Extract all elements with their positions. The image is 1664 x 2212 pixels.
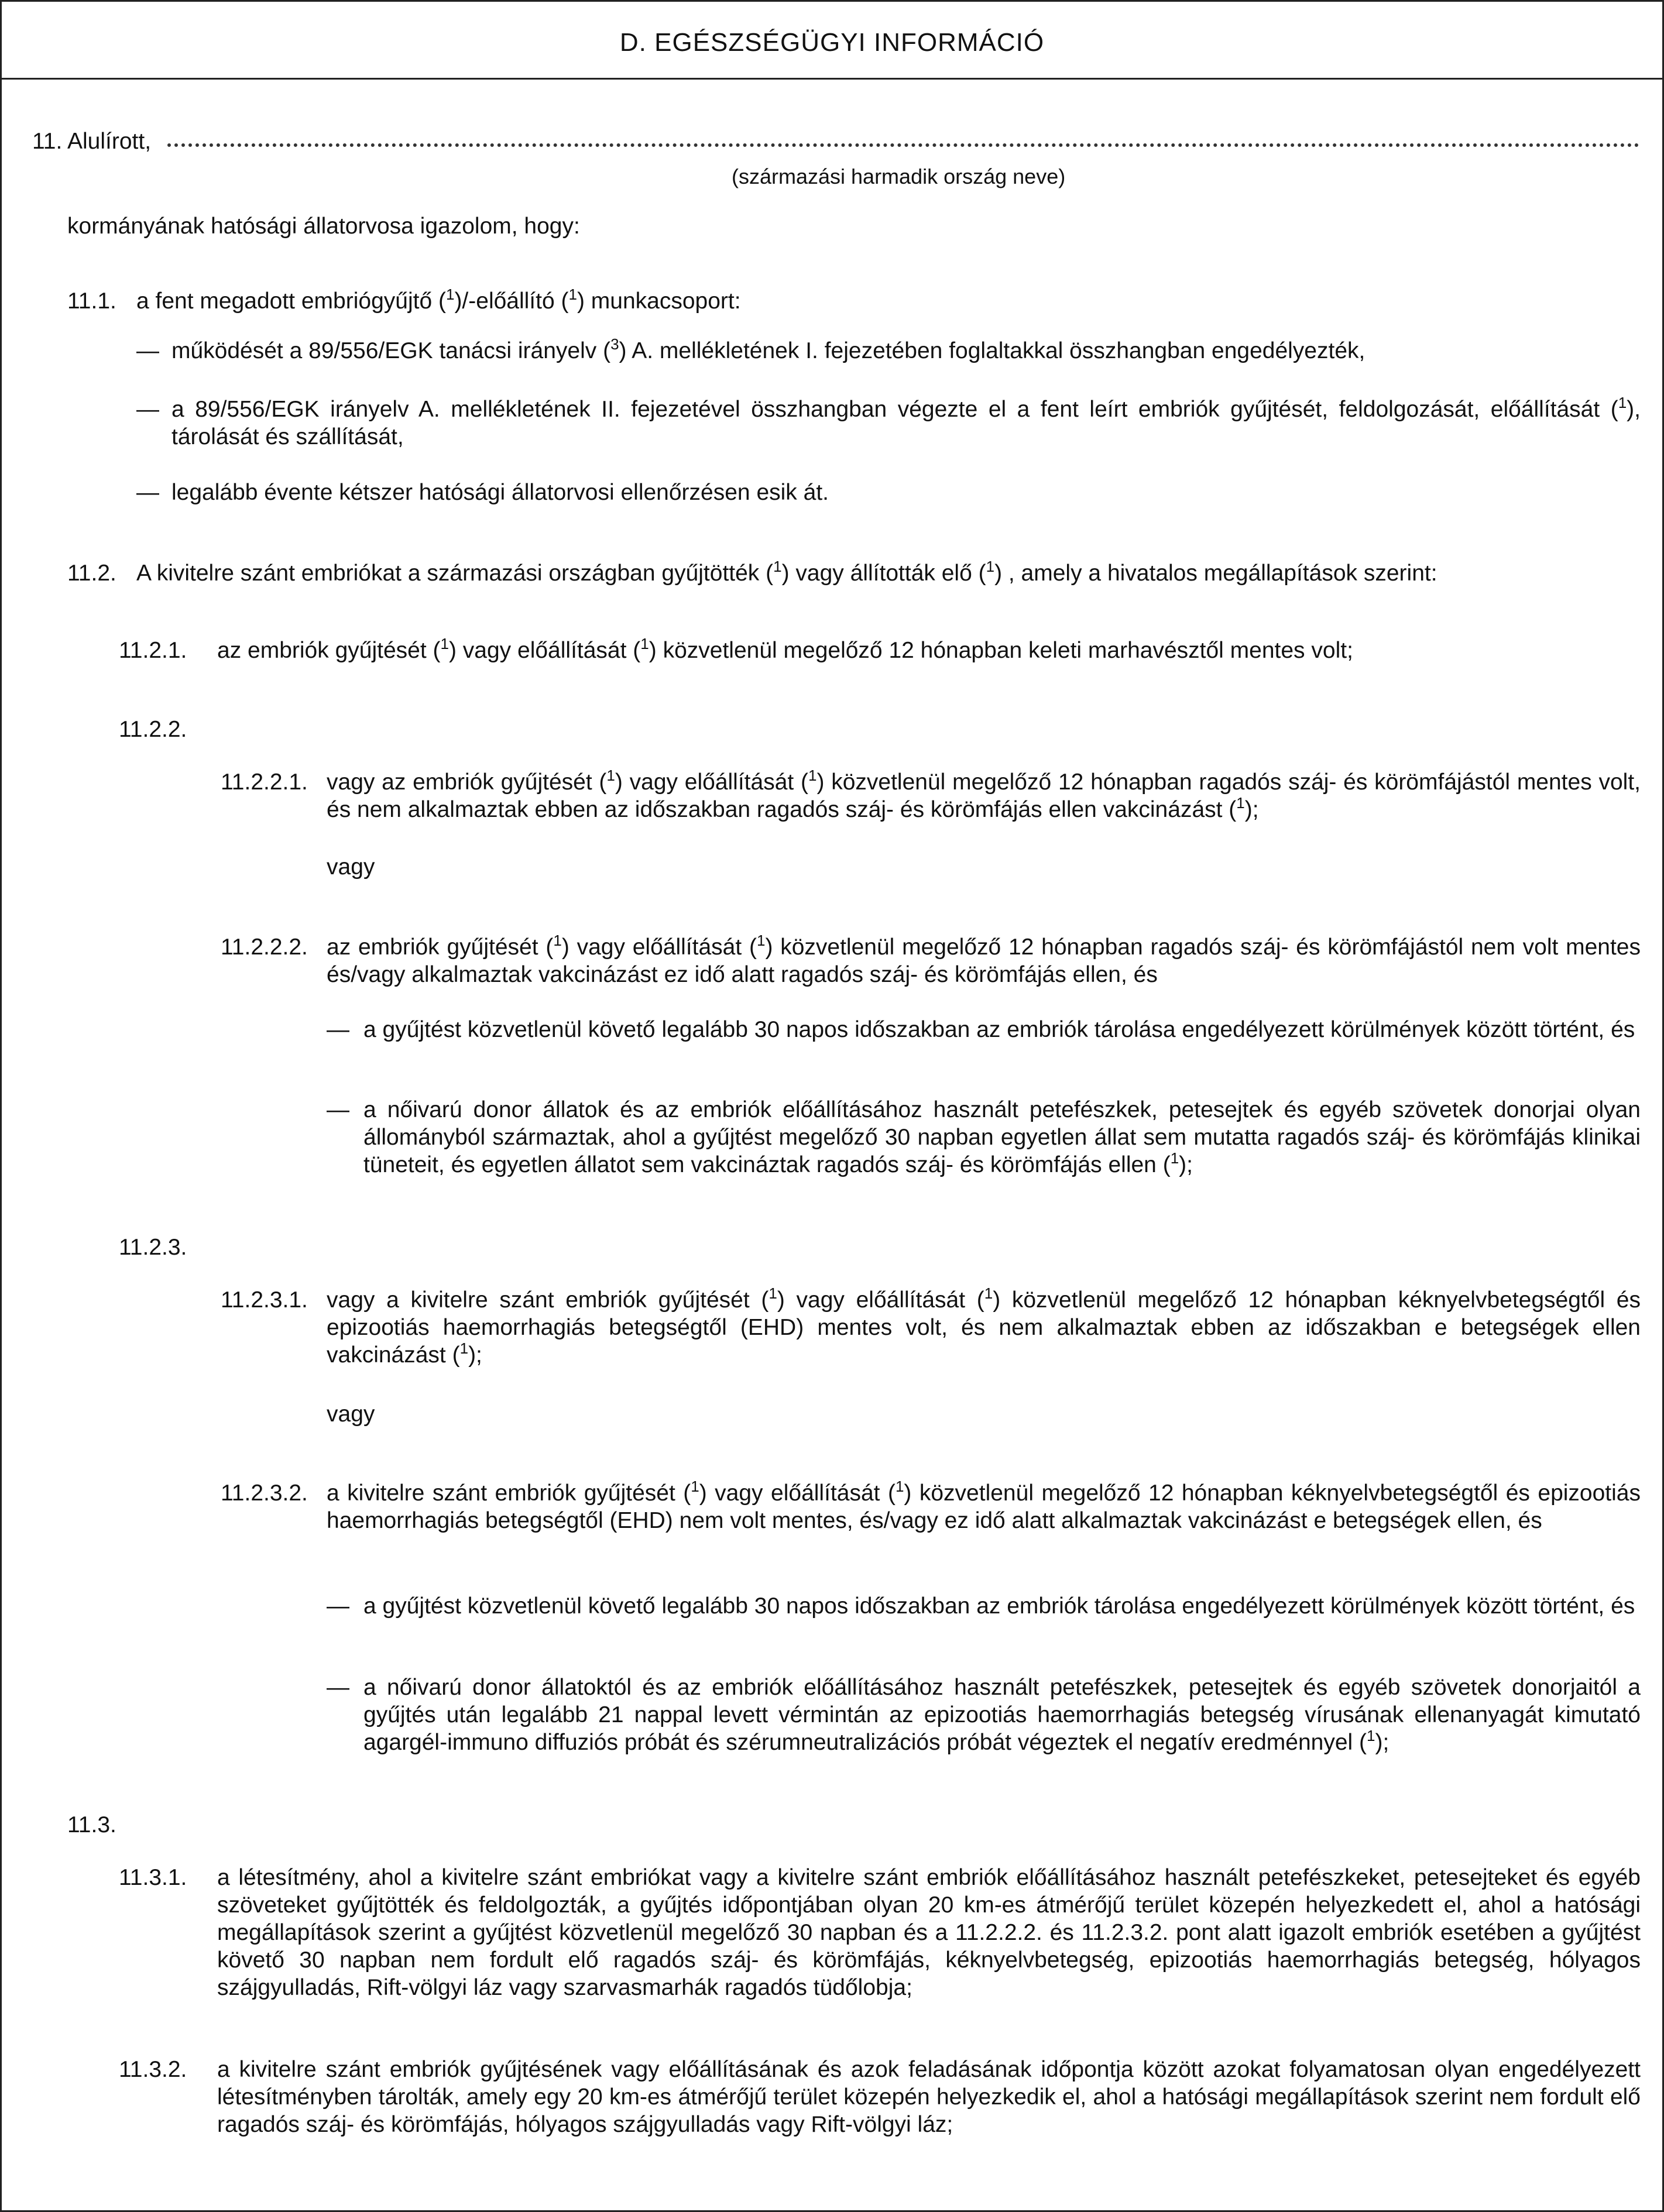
dash-bullet: — [327, 1097, 349, 1122]
item-11-2-2-2-number: 11.2.2.2. [221, 935, 308, 960]
dash-bullet: — [327, 1675, 349, 1700]
footnote-ref: 1 [1236, 794, 1245, 812]
item-11-2-2-1-number: 11.2.2.1. [221, 770, 308, 795]
item-11-3-1-number: 11.3.1. [119, 1865, 187, 1890]
footnote-ref: 1 [756, 932, 766, 949]
footnote-ref: 1 [1170, 1149, 1179, 1167]
item-11-2-3-or: vagy [327, 1402, 375, 1427]
item-11-2-number: 11.2. [67, 561, 116, 586]
dash-bullet: — [136, 397, 159, 422]
item-11-2-2-2-text: az embriók gyűjtését ($^1$) vagy előállítását ($^1$) közvetlenül megelőző 12 hónapban ragadós száj- és körömfájástól nem volt mentes és/vagy alkalmaztak vakcinázást ez idő alatt ragadós száj- és körömfájás ellen, és [327, 932, 1641, 987]
item-11-2-2-1-text: vagy az embriók gyűjtését ($^1$) vagy előállítását ($^1$) közvetlenül megelőző 12 hónapban ragadós száj- és körömfájástól mentes volt, és nem alkalmaztak ebben az időszakban ragadós száj- és körömfájás ellen vakcinázást ($^1$); [327, 767, 1641, 822]
dash-bullet: — [327, 1017, 349, 1042]
item-11-2-3-2-number: 11.2.3.2. [221, 1481, 308, 1506]
footnote-ref: 1 [1367, 1727, 1375, 1744]
footnote-ref: 1 [691, 1478, 699, 1495]
footnote-ref: 1 [773, 558, 782, 575]
country-name-label: (származási harmadik ország neve) [732, 164, 1066, 188]
footnote-ref: 1 [459, 1339, 469, 1357]
footnote-ref: 1 [984, 1284, 993, 1302]
footnote-ref: 1 [808, 767, 817, 784]
footnote-ref: 3 [610, 335, 619, 353]
dash-bullet: — [136, 338, 159, 363]
item-11-3-1-text: a létesítmény, ahol a kivitelre szánt embriókat vagy a kivitelre szánt embriók előállításához használt petefészkeket, petesejteket és egyéb szöveteket gyűjtötték és feldolgozták, a gyűjtés időpontjában olyan 20 km-es átmérőjű terület közepén helyezkedett el, ahol a hatósági megállapítások szerint a gyűjtést közvetlenül megelőző 30 napban és a 11.2.2.2. és 11.2.3.2. pont alatt igazolt embriók esetében a gyűjtést követő 30 napban nem fordult elő ragadós száj- és körömfájás, kéknyelvbetegség, epizootiás haemorrhagiás betegség, hólyagos szájgyulladás, Rift-völgyi láz vagy szarvasmarhák ragadós tüdőlobja; [217, 1865, 1641, 2000]
item-11-lead: Alulírott, [67, 129, 152, 154]
item-11-2-3-1-text: vagy a kivitelre szánt embriók gyűjtését ($^1$) vagy előállítását ($^1$) közvetlenül megelőző 12 hónapban kéknyelvbetegségtől és epizootiás haemorrhagiás betegségtől (EHD) mentes volt, és nem alkalmaztak ebben az időszakban e betegségek ellen vakcinázást ($^1$); [327, 1284, 1641, 1368]
section-header [2, 2, 1662, 80]
footnote-ref: 1 [640, 635, 649, 652]
item-11-1-text: a fent megadott embriógyűjtő ($^1$)/-előállító ($^1$) munkacsoport: [136, 286, 741, 314]
footnote-ref: 1 [440, 635, 449, 652]
item-11-2-2-number: 11.2.2. [119, 717, 187, 742]
item-11-2-3-number: 11.2.3. [119, 1235, 187, 1260]
item-11-2-2-2-bullet-1: a gyűjtést közvetlenül követő legalább 30 napos időszakban az embriók tárolása engedélyezett körülmények között történt, és [363, 1017, 1635, 1042]
dash-bullet: — [327, 1593, 349, 1619]
item-11-3-2-number: 11.3.2. [119, 2057, 187, 2082]
footnote-ref: 1 [986, 558, 995, 575]
footnote-ref: 1 [568, 286, 577, 303]
item-11-2-text: A kivitelre szánt embriókat a származási országban gyűjtötték ($^1$) vagy állították elő ($^1$) , amely a hivatalos megállapítások szerint: [136, 558, 1437, 586]
dash-bullet: — [136, 480, 159, 505]
item-11-2-3-2-text: a kivitelre szánt embriók gyűjtését ($^1$) vagy előállítását ($^1$) közvetlenül megelőző 12 hónapban kéknyelvbetegségtől és epizootiás haemorrhagiás betegségtől (EHD) nem volt mentes, és/vagy ez idő alatt alkalmaztak vakcinázást e betegségek ellen, és [327, 1478, 1641, 1533]
item-11-2-3-2-bullet-1: a gyűjtést közvetlenül követő legalább 30 napos időszakban az embriók tárolása engedélyezett körülmények között történt, és [363, 1593, 1635, 1619]
item-11-2-3-1-number: 11.2.3.1. [221, 1287, 308, 1313]
item-11-3-number: 11.3. [67, 1812, 116, 1837]
item-11-line2: kormányának hatósági állatorvosa igazolom, hogy: [67, 214, 580, 239]
item-11-2-1-number: 11.2.1. [119, 638, 187, 663]
footnote-ref: 1 [768, 1284, 777, 1302]
item-11-2-2-2-bullet-2: a nőivarú donor állatok és az embriók előállításához használt petefészkek, petesejtek és egyéb szövetek donorjai olyan állományból származtak, ahol a gyűjtést megelőző 30 napban egyetlen állat sem mutatta ragadós száj- és körömfájás klinikai tüneteit, és egyetlen állatot sem vakcináztak ragadós száj- és körömfájás ellen ($^1$); [363, 1097, 1641, 1177]
item-11-number: 11. [32, 129, 63, 154]
footnote-ref: 1 [445, 286, 455, 303]
footnote-ref: 1 [1618, 394, 1627, 411]
country-name-field[interactable] [167, 132, 1639, 147]
item-11-1-number: 11.1. [67, 288, 116, 314]
item-11-1-bullet-3: legalább évente kétszer hatósági állatorvosi ellenőrzésen esik át. [171, 480, 829, 505]
footnote-ref: 1 [606, 767, 615, 784]
item-11-1-bullet-2: a 89/556/EGK irányelv A. mellékletének II. fejezetével összhangban végezte el a fent leírt embriók gyűjtését, feldolgozását, előállítását ($^1$), tárolását és szállítását, [171, 394, 1641, 449]
item-11-1-bullet-1: működését a 89/556/EGK tanácsi irányelv ($^3$) A. mellékletének I. fejezetében foglaltakkal összhangban engedélyezték, [171, 335, 1365, 363]
section-title: D. EGÉSZSÉGÜGYI INFORMÁCIÓ [619, 28, 1045, 57]
footnote-ref: 1 [895, 1478, 904, 1495]
item-11-2-3-2-bullet-2: a nőivarú donor állatoktól és az embriók előállításához használt petefészkek, petesejtek és egyéb szövetek donorjaitól a gyűjtés után legalább 21 nappal levett vérmintán az epizootiás haemorrhagiás betegség vírusának ellenanyagát kimutató agargél-immuno diffuziós próbát és szérumneutralizációs próbát végeztek el negatív eredménnyel ($^1$); [363, 1675, 1641, 1755]
item-11-2-1-text: az embriók gyűjtését ($^1$) vagy előállítását ($^1$) közvetlenül megelőző 12 hónapban keleti marhavésztől mentes volt; [217, 635, 1353, 663]
item-11-3-2-text: a kivitelre szánt embriók gyűjtésének vagy előállításának és azok feladásának időpontja között azokat folyamatosan olyan engedélyezett létesítményben tárolták, amely egy 20 km-es átmérőjű terület közepén helyezkedik el, ahol a hatósági megállapítások szerint nem fordult elő ragadós száj- és körömfájás, hólyagos szájgyulladás vagy Rift-völgyi láz; [217, 2057, 1641, 2137]
item-11-2-2-or: vagy [327, 854, 375, 880]
footnote-ref: 1 [553, 932, 562, 949]
